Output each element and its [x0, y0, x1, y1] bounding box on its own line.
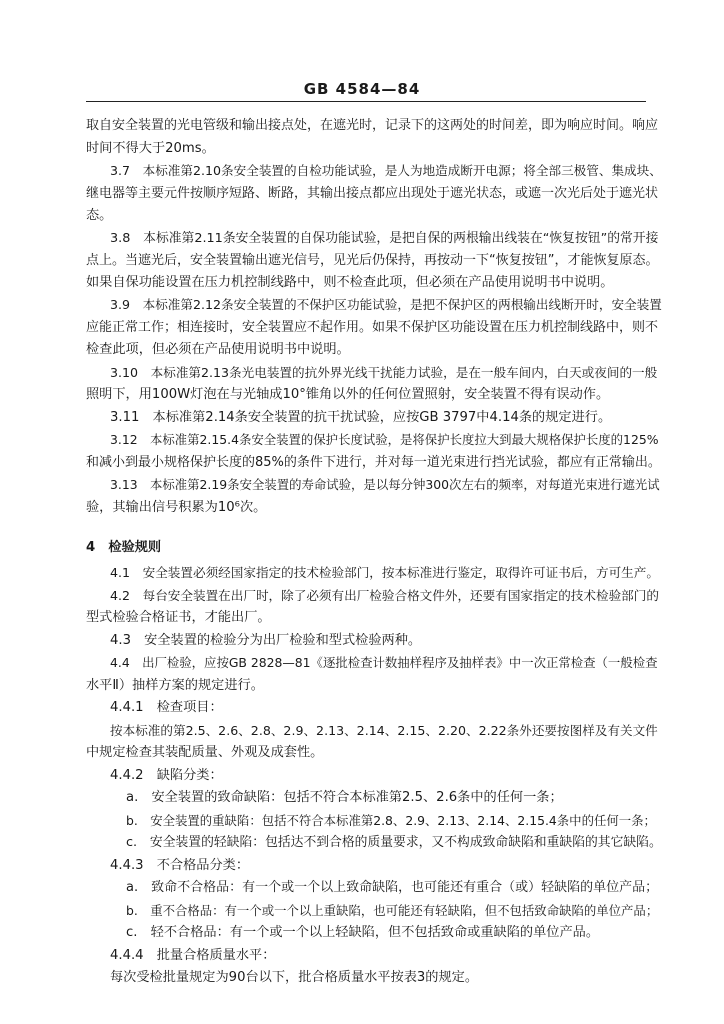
text-line: 如果自保功能设置在压力机控制线路中，则不检查此项，但必须在产品使用说明书中说明。 — [86, 275, 614, 290]
text-line: 时间不得大于20ms。 — [86, 141, 215, 156]
standard-code-header: GB 4584—84 — [303, 80, 421, 98]
list-item: a. 安全装置的致命缺陷：包括不符合本标准第2.5、2.6条中的任何一条； — [126, 790, 563, 805]
text-line: 取自安全装置的光电管级和输出接点处，在遮光时，记录下的这两处的时间差，即为响应时间。响应 — [86, 118, 659, 133]
list-item: c. 轻不合格品：有一个或一个以上轻缺陷，但不包括致命或重缺陷的单位产品。 — [126, 925, 600, 940]
list-item: b. 重不合格品：有一个或一个以上重缺陷，也可能还有轻缺陷，但不包括致命缺陷的单位产品； — [126, 903, 659, 918]
clause-4-2: 4.2 每台安全装置在出厂时，除了必须有出厂检验合格文件外，还要有国家指定的技术检验部门的 — [110, 588, 659, 603]
text-line: 应能正常工作；相连接时，安全装置应不起作用。如果不保护区功能设置在压力机控制线路中，则不 — [86, 320, 659, 335]
clause-3-9: 3.9 本标准第2.12条安全装置的不保护区功能试验，是把不保护区的两根输出线断开时，安全装置 — [110, 297, 662, 312]
text-line: 照明下，用100W灯泡在与光轴成10°锥角以外的任何位置照射，安全装置不得有误动作。 — [86, 387, 610, 402]
text-line: 按本标准的第2.5、2.6、2.8、2.9、2.13、2.14、2.15、2.20、2.22条外还要按图样及有关文件 — [110, 723, 658, 738]
text-line: 检查此项，但必须在产品使用说明书中说明。 — [86, 342, 350, 357]
text-line: 态。 — [86, 208, 113, 223]
text-line: 和减小到最小规格保护长度的85%的条件下进行，并对每一道光束进行挡光试验，都应有正常输出。 — [86, 455, 661, 470]
clause-3-8: 3.8 本标准第2.11条安全装置的自保功能试验，是把自保的两根输出线装在“恢复按钮”的常开接 — [110, 231, 659, 246]
clause-4-4-1: 4.4.1 检查项目： — [110, 700, 223, 715]
clause-4-4-4: 4.4.4 批量合格质量水平： — [110, 948, 276, 963]
clause-3-13: 3.13 本标准第2.19条安全装置的寿命试验，是以每分钟300次左右的频率，对每道光束进行遮光试 — [110, 477, 660, 492]
clause-4-4: 4.4 出厂检验，应按GB 2828—81《逐批检查计数抽样程序及抽样表》中一次正常检查（一般检查 — [110, 655, 658, 670]
text-line: 验，其输出信号积累为10⁶次。 — [86, 500, 267, 515]
clause-3-7: 3.7 本标准第2.10条安全装置的自检功能试验，是人为地造成断开电源；将全部三极管、集成块、 — [110, 163, 662, 178]
clause-4-4-2: 4.4.2 缺陷分类： — [110, 768, 223, 783]
text-line: 点上。当遮光后，安全装置输出遮光信号，见光后仍保持，再按动一下“恢复按钮”，才能恢复原态。 — [86, 253, 659, 268]
list-item: a. 致命不合格品：有一个或一个以上致命缺陷，也可能还有重合（或）轻缺陷的单位产品； — [126, 880, 659, 895]
clause-3-12: 3.12 本标准第2.15.4条安全装置的保护长度试验，是将保护长度拉大到最大规格保护长度的125% — [110, 432, 659, 447]
text-line: 水平Ⅱ）抽样方案的规定进行。 — [86, 678, 264, 693]
clause-4-3: 4.3 安全装置的检验分为出厂检验和型式检验两种。 — [110, 633, 422, 648]
clause-4-4-3: 4.4.3 不合格品分类： — [110, 858, 250, 873]
text-line: 型式检验合格证书，才能出厂。 — [86, 610, 271, 625]
header-rule — [86, 101, 646, 102]
list-item: b. 安全装置的重缺陷：包括不符合本标准第2.8、2.9、2.13、2.14、2.15.4条中的任何一条； — [126, 813, 656, 828]
clause-3-10: 3.10 本标准第2.13条光电装置的抗外界光线干扰能力试验，是在一般车间内，白天或夜间的一般 — [110, 365, 658, 380]
text-line: 继电器等主要元件按顺序短路、断路，其输出接点都应出现处于遮光状态，或遮一次光后处于遮光状 — [86, 186, 659, 201]
text-line: 每次受检批量规定为90台以下，批合格质量水平按表3的规定。 — [110, 970, 479, 985]
clause-3-11: 3.11 本标准第2.14条安全装置的抗干扰试验，应按GB 3797中4.14条的规定进行。 — [110, 410, 612, 425]
clause-4-1: 4.1 安全装置必须经国家指定的技术检验部门，按本标准进行鉴定，取得许可证书后，方可生产。 — [110, 565, 659, 580]
list-item: c. 安全装置的轻缺陷：包括达不到合格的质量要求，又不构成致命缺陷和重缺陷的其它缺陷。 — [126, 835, 662, 850]
text-line: 中规定检查其装配质量、外观及成套性。 — [86, 745, 324, 760]
section-heading-4: 4 检验规则 — [86, 540, 162, 555]
